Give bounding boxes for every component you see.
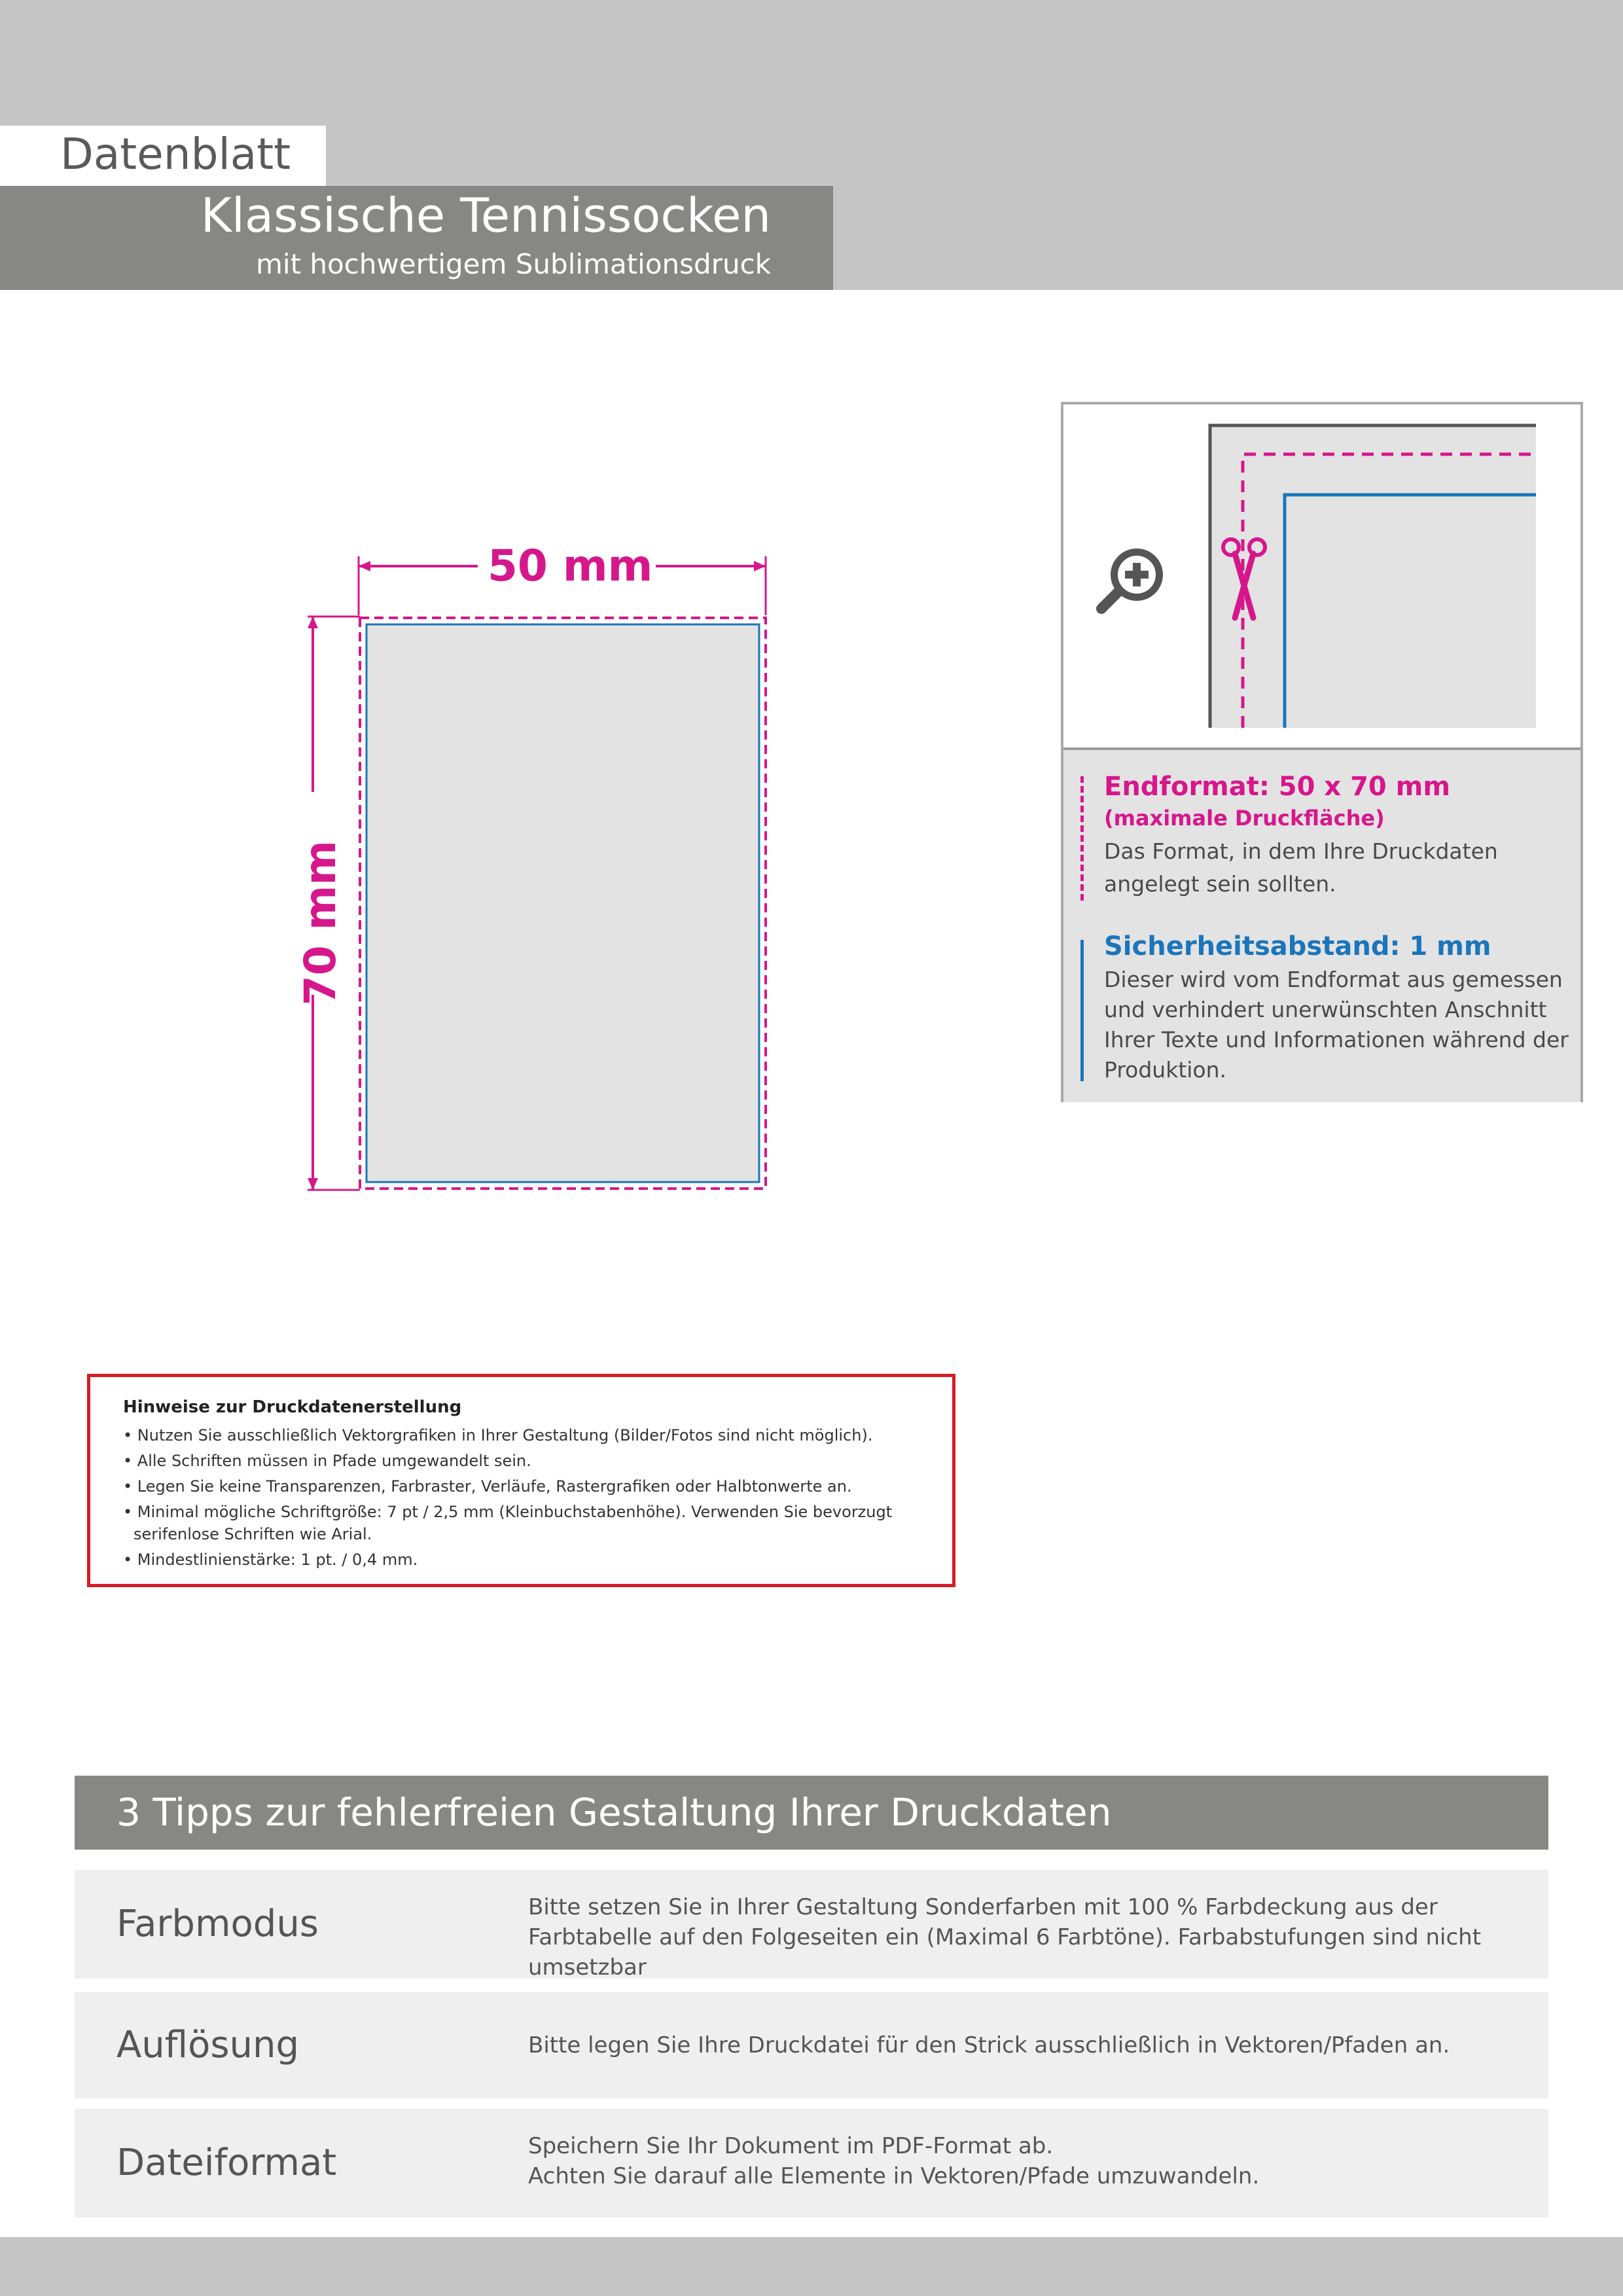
endformat-subtitle: (maximale Druckfläche) (1104, 806, 1385, 831)
footer-band (0, 2237, 1623, 2296)
zoom-detail-box (1061, 402, 1583, 1102)
safety-text: Dieser wird vom Endformat aus gemessen und verhindert unerwünschten Anschnitt Ihrer Texte und Informationen während der Produktion. (1104, 967, 1569, 1083)
width-arrow-right (754, 561, 766, 571)
tip-row-aufloesung (75, 1992, 1548, 2098)
tip-row-dateiformat (75, 2109, 1548, 2217)
list-item: • Legen Sie keine Transparenzen, Farbraster, Verläufe, Rastergrafiken oder Halbtonwerte an. (123, 1475, 928, 1498)
endformat-marker (1080, 776, 1088, 901)
page-title: Klassische Tennissocken (200, 188, 771, 243)
tips-title: 3 Tipps zur fehlerfreien Gestaltung Ihrer Druckdaten (116, 1790, 1112, 1835)
height-label: 70 mm (295, 840, 346, 1006)
width-arrow-left (359, 561, 370, 571)
width-label: 50 mm (488, 541, 653, 591)
tip-text: Bitte setzen Sie in Ihrer Gestaltung Sonderfarben mit 100 % Farbdeckung aus der Farbtabelle auf den Folgeseiten ein (Maximal 6 Farbtöne). Farbabstufungen sind nicht umsetzbar (528, 1894, 1482, 1981)
endformat-title: Endformat: 50 x 70 mm (1104, 772, 1451, 802)
tip-text: Bitte legen Sie Ihre Druckdatei für den Strick ausschließlich in Vektoren/Pfaden an. (528, 2032, 1450, 2058)
height-arrow-bottom (308, 1178, 318, 1190)
tip-text: Speichern Sie Ihr Dokument im PDF-Format ab. Achten Sie darauf alle Elemente in Vektoren/Pfade umzuwandeln. (528, 2133, 1260, 2189)
list-item: • Minimal mögliche Schriftgröße: 7 pt / 2,5 mm (Kleinbuchstabenhöhe). Verwenden Sie bevorzugt serifenlose Schriften wie Arial. (123, 1501, 928, 1545)
notes-title: Hinweise zur Druckdatenerstellung (123, 1397, 462, 1417)
endformat-text: Das Format, in dem Ihre Druckdaten angelegt sein sollten. (1104, 838, 1498, 897)
safety-title: Sicherheitsabstand: 1 mm (1104, 931, 1491, 961)
header-label: Datenblatt (60, 129, 291, 179)
safety-marker (1080, 940, 1084, 1081)
tip-label: Dateiformat (116, 2142, 337, 2184)
list-item: • Nutzen Sie ausschließlich Vektorgrafiken in Ihrer Gestaltung (Bilder/Fotos sind nicht möglich). (123, 1424, 928, 1446)
tip-label: Auflösung (116, 2024, 300, 2066)
list-item: • Mindestlinienstärke: 1 pt. / 0,4 mm. (123, 1549, 928, 1571)
tips-header (75, 1776, 1548, 1850)
print-notes-box (87, 1374, 955, 1587)
scissors-icon (1211, 533, 1277, 624)
format-diagram-graphic (281, 537, 805, 1204)
tip-label: Farbmodus (116, 1903, 319, 1945)
format-diagram (281, 537, 805, 1204)
height-arrow-top (308, 617, 318, 628)
tip-row-farbmodus (75, 1870, 1548, 1979)
zoom-legend-panel (1063, 747, 1580, 1102)
zoom-in-icon (1090, 535, 1175, 620)
page-subtitle: mit hochwertigem Sublimationsdruck (255, 248, 771, 280)
list-item: • Alle Schriften müssen in Pfade umgewandelt sein. (123, 1450, 928, 1472)
safety-area-rect (366, 624, 759, 1182)
notes-list (123, 1424, 928, 1574)
